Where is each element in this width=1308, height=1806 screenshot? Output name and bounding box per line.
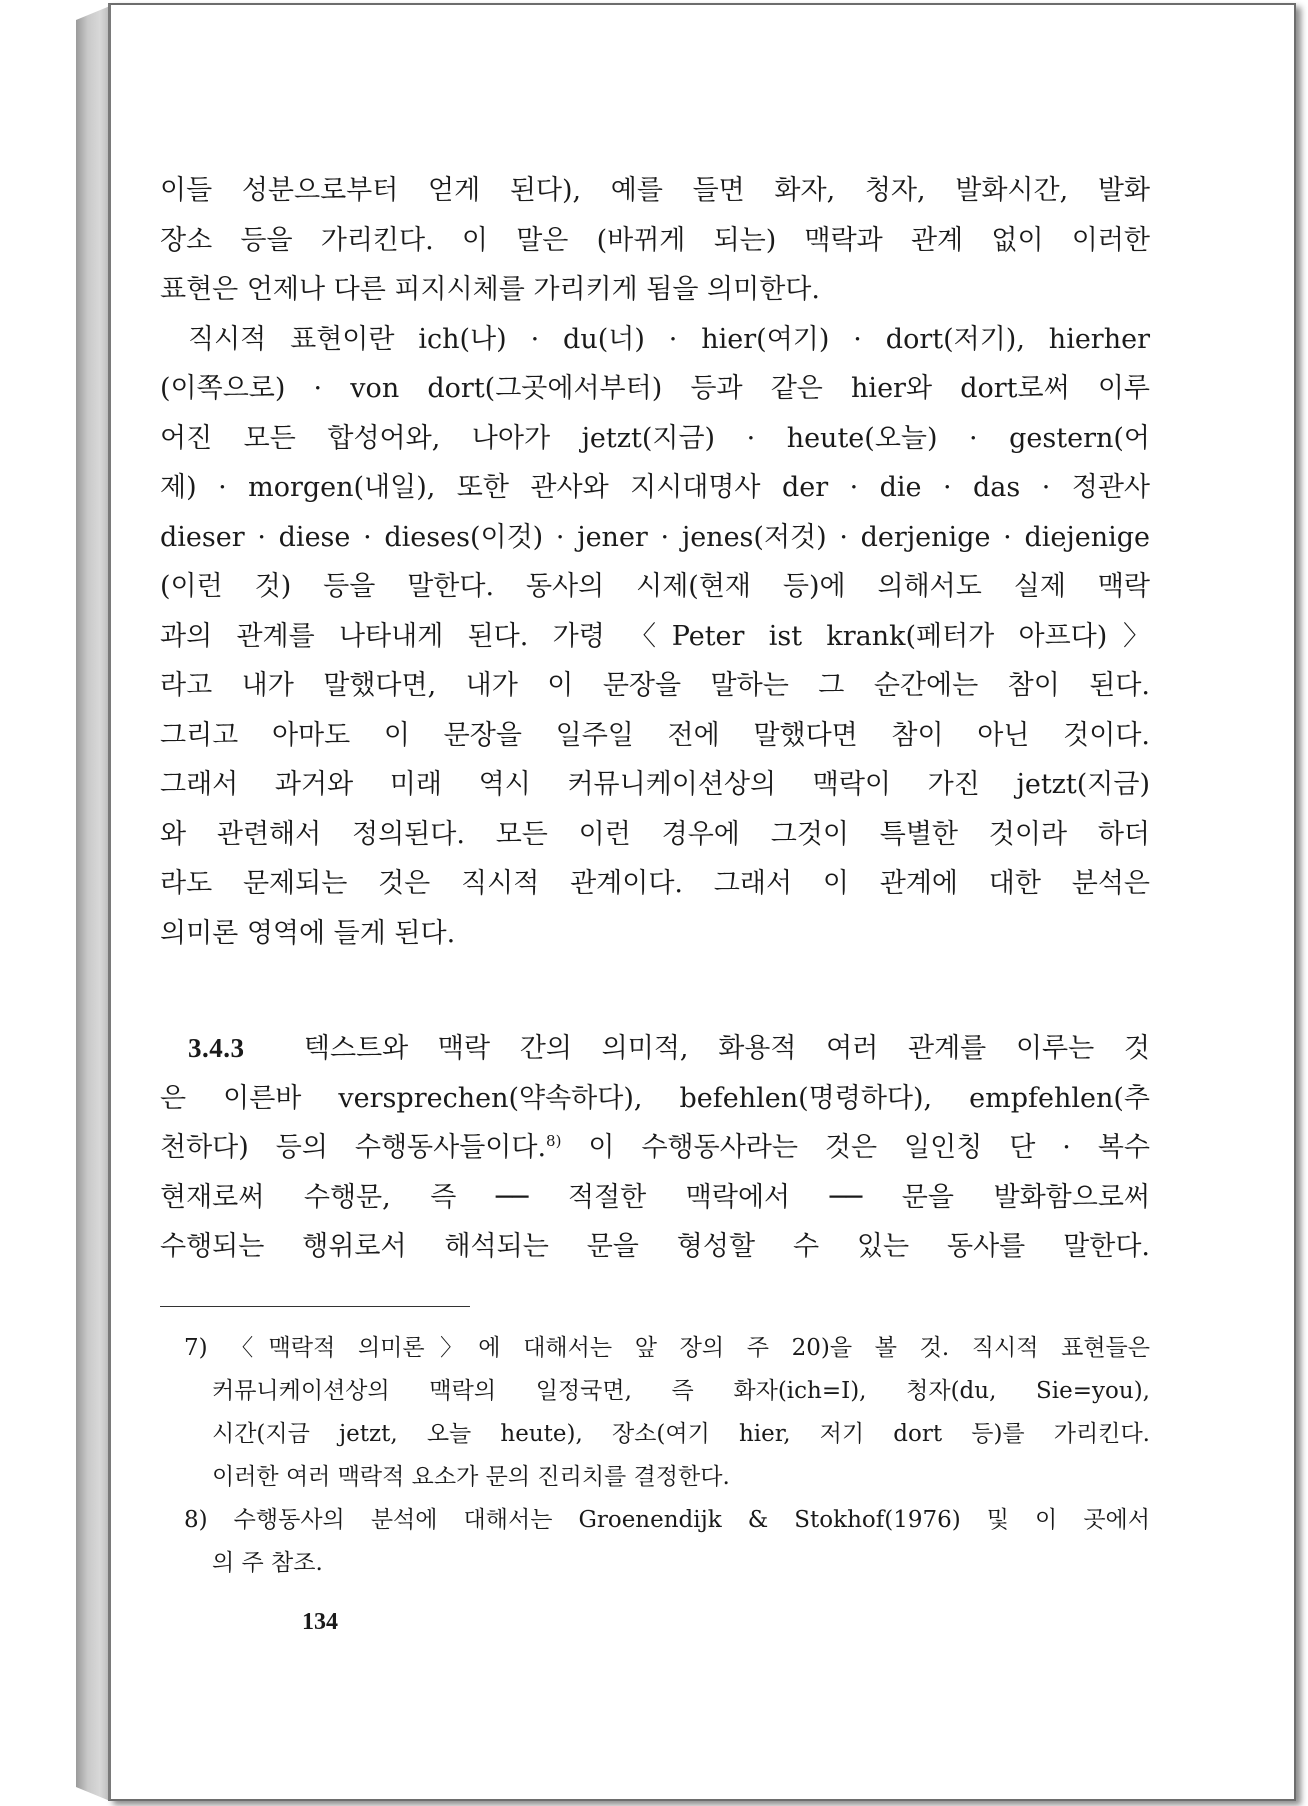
text-line: 장소 등을 가리킨다. 이 말은 (바뀌게 되는) 맥락과 관계 없이 이러한 [160,224,1150,256]
text-line: (이쪽으로) · von dort(그곳에서부터) 등과 같은 hier와 dort로써 이루 [160,373,1150,404]
text-line: 와 관련해서 정의된다. 모든 이런 경우에 그것이 특별한 것이라 하더 [160,818,1150,850]
text-line: 그리고 아마도 이 문장을 일주일 전에 말했다면 참이 아닌 것이다. [160,719,1150,751]
paragraph-1 [160,166,1150,315]
page-content [160,166,1150,1585]
footnote-line: 시간(지금 jetzt, 오늘 heute), 장소(여기 hier, 저기 dort 등)를 가리킨다. [212,1420,1150,1447]
footnote-7 [160,1327,1150,1499]
paragraph-2 [160,315,1150,959]
section-gap [160,958,1150,1024]
text-line: 표현은 언제나 다른 피지시체를 가리키게 됨을 의미한다. [160,274,820,305]
text-line: 라고 내가 말했다면, 내가 이 문장을 말하는 그 순간에는 참이 된다. [160,670,1150,701]
text-line: (이런 것) 등을 말한다. 동사의 시제(현재 등)에 의해서도 실제 맥락 [160,571,1150,602]
footnote-line: 커뮤니케이션상의 맥락의 일정국면, 즉 화자(ich=I), 청자(du, Sie=you), [212,1377,1150,1404]
footnote-line: 의 주 참조. [212,1549,323,1576]
text-line: 이들 성분으로부터 얻게 된다), 예를 들면 화자, 청자, 발화시간, 발화 [160,175,1150,206]
footnote-rule [160,1306,470,1307]
text-line: 은 이른바 versprechen(약속하다), befehlen(명령하다), empfehlen(추 [160,1082,1150,1114]
section-line-1: 텍스트와 맥락 간의 의미적, 화용적 여러 관계를 이루는 것 [303,1033,1150,1064]
text-line: 의미론 영역에 들게 된다. [160,917,456,949]
text-line [160,1024,1150,1074]
section-number: 3.4.3 [188,1033,245,1063]
text-line: 어진 모든 합성어와, 나아가 jetzt(지금) · heute(오늘) · gestern(어 [160,422,1150,454]
section-3-4-3 [160,1024,1150,1272]
text-line: 수행되는 행위로서 해석되는 문을 형성할 수 있는 동사를 말한다. [160,1231,1150,1262]
text-line [160,1123,1150,1173]
footnote-reference: 8) [546,1132,562,1150]
footnote-line: 8) 수행동사의 분석에 대해서는 Groenendijk & Stokhof(1976) 및 이 곳에서 [184,1506,1150,1533]
book-spine [76,6,110,1801]
text-line: 그래서 과거와 미래 역시 커뮤니케이션상의 맥락이 가진 jetzt(지금) [160,769,1150,800]
page-number: 134 [302,1609,338,1635]
text-line: dieser · diese · dieses(이것) · jener · jenes(저것) · derjenige · diejenige [160,521,1150,553]
section-line-3b: 이 수행동사라는 것은 일인칭 단 · 복수 [561,1132,1151,1163]
footnote-line: 7) 〈맥락적 의미론〉에 대해서는 앞 장의 주 20)을 볼 것. 직시적 표현들은 [184,1334,1150,1361]
text-line: 제) · morgen(내일), 또한 관사와 지시대명사 der · die · das · 정관사 [160,472,1150,503]
footnote-line: 이러한 여러 맥락적 요소가 문의 진리치를 결정한다. [212,1463,730,1490]
text-line: 현재로써 수행문, 즉 ── 적절한 맥락에서 ── 문을 발화함으로써 [160,1181,1150,1213]
footnote-8 [160,1499,1150,1585]
footnotes [160,1327,1150,1585]
section-line-3a: 천하다) 등의 수행동사들이다. [160,1132,547,1163]
text-line: 라도 문제되는 것은 직시적 관계이다. 그래서 이 관계에 대한 분석은 [160,868,1150,899]
text-line: 직시적 표현이란 ich(나) · du(너) · hier(여기) · dort(저기), hierher [188,323,1150,355]
text-line: 과의 관계를 나타내게 된다. 가령 〈Peter ist krank(페터가 아프다)〉 [160,620,1150,652]
